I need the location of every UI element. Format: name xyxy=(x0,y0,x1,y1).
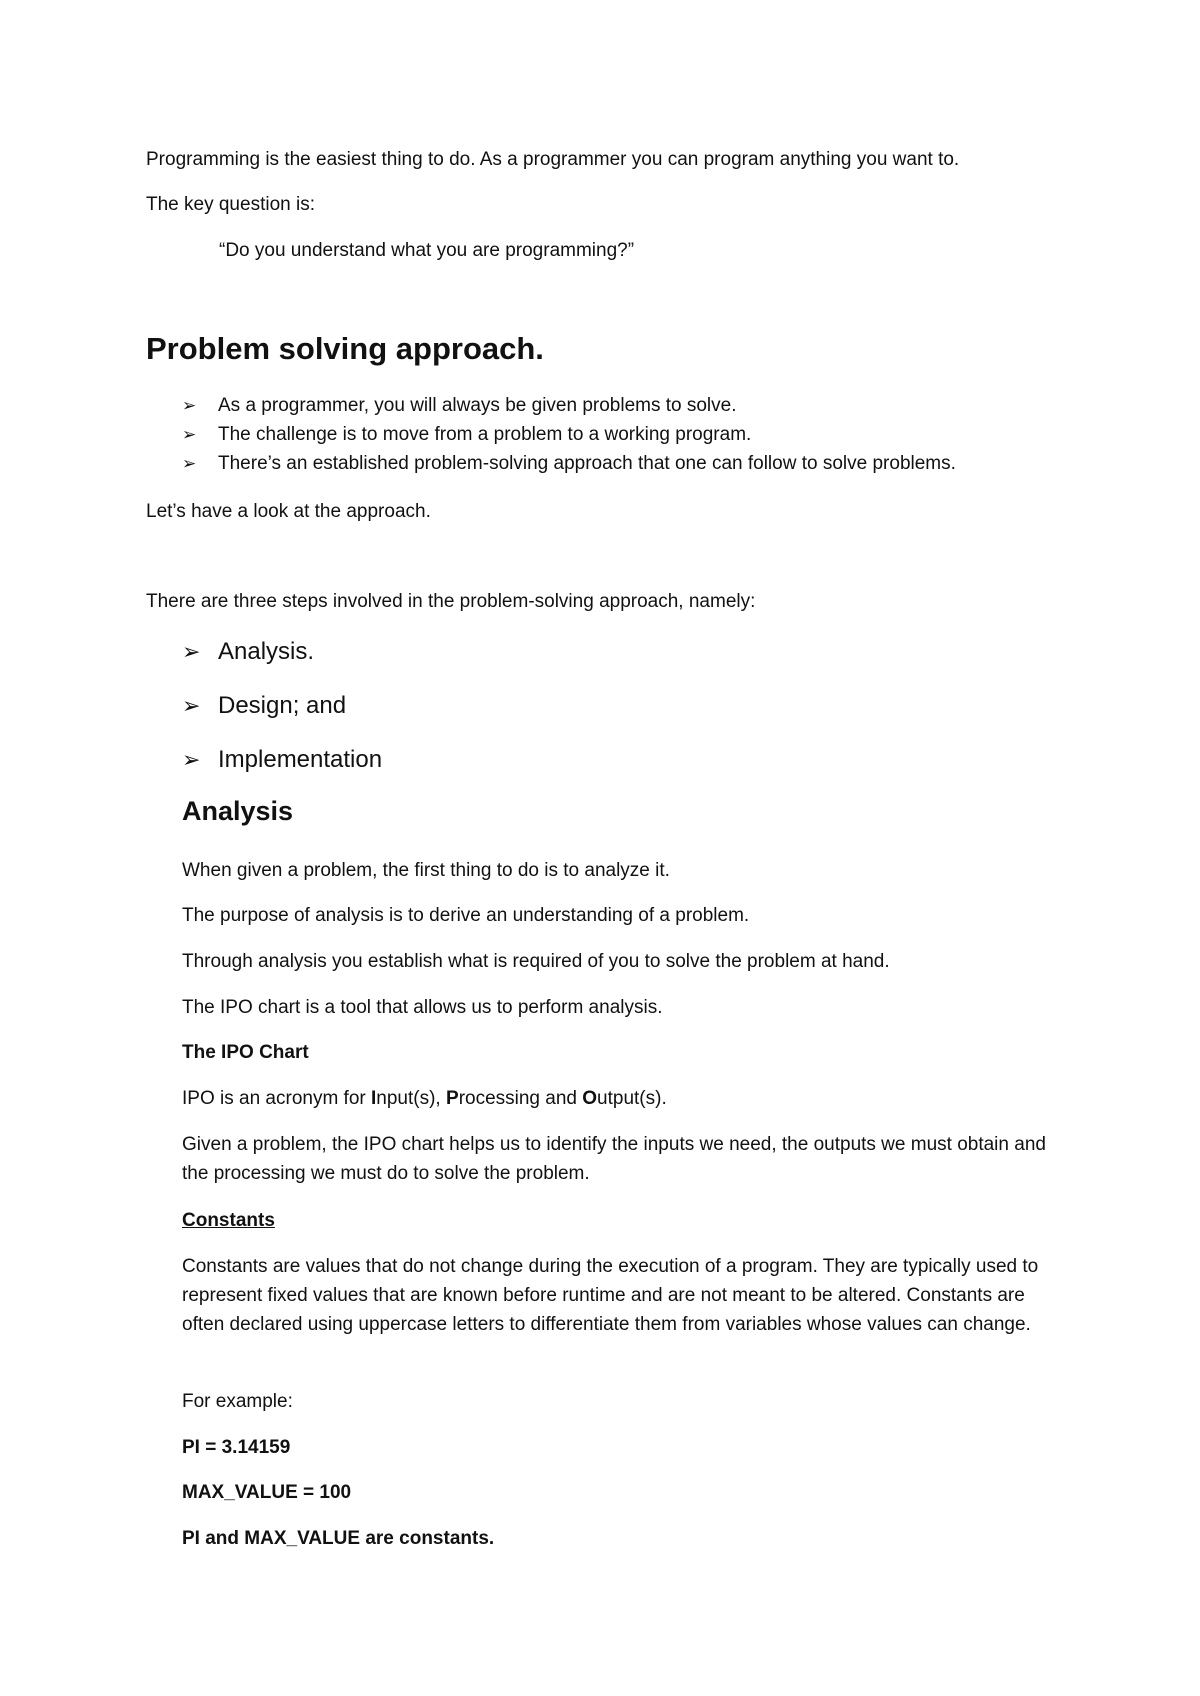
acronym-letter-p: P xyxy=(446,1088,459,1109)
section-title-analysis: Analysis xyxy=(182,796,294,826)
ipo-acronym-line xyxy=(182,1085,667,1113)
arrow-bullet-icon: ➢ xyxy=(182,639,201,664)
example-constant-max-value: MAX_VALUE = 100 xyxy=(182,1482,352,1503)
arrow-bullet-icon: ➢ xyxy=(182,425,197,444)
arrow-bullet-icon: ➢ xyxy=(182,747,201,772)
intro-line-1: Programming is the easiest thing to do. As a programmer you can program anything you want to. xyxy=(146,149,960,170)
acronym-rest-o: utput(s). xyxy=(597,1088,667,1109)
analysis-paragraph-4: The IPO chart is a tool that allows us to perform analysis. xyxy=(182,997,663,1018)
analysis-paragraph-2: The purpose of analysis is to derive an understanding of a problem. xyxy=(182,905,750,926)
arrow-bullet-icon: ➢ xyxy=(182,396,197,415)
step-text: Implementation xyxy=(218,746,383,773)
bullet-item xyxy=(182,392,737,420)
bullet-text: There’s an established problem-solving approach that one can follow to solve problems. xyxy=(218,453,956,474)
constants-conclusion: PI and MAX_VALUE are constants. xyxy=(182,1528,495,1549)
arrow-bullet-icon: ➢ xyxy=(182,693,201,718)
key-question-quote: “Do you understand what you are programming?” xyxy=(219,240,635,261)
bullet-text: As a programmer, you will always be given problems to solve. xyxy=(218,395,737,416)
constants-paragraph: Constants are values that do not change during the execution of a program. They are typically used to represent fixed values that are known before runtime and are not meant to be altered. Constants are often declared using uppercase letters to differentiate them from variables whose values can change. xyxy=(182,1256,1039,1335)
acronym-letter-o: O xyxy=(582,1088,598,1109)
bullet-item xyxy=(182,450,956,478)
acronym-letter-i: I xyxy=(371,1088,377,1109)
example-constant-pi: PI = 3.14159 xyxy=(182,1437,291,1458)
analysis-paragraph-3: Through analysis you establish what is required of you to solve the problem at hand. xyxy=(182,951,890,972)
step-text: Design; and xyxy=(218,692,347,719)
acronym-rest-i: nput(s), xyxy=(376,1088,446,1109)
intro-line-2: The key question is: xyxy=(146,194,315,215)
approach-intro-line: Let’s have a look at the approach. xyxy=(146,501,431,522)
step-text: Analysis. xyxy=(218,638,315,665)
constants-heading: Constants xyxy=(182,1210,275,1231)
steps-intro-line: There are three steps involved in the problem-solving approach, namely: xyxy=(146,591,756,612)
ipo-chart-heading: The IPO Chart xyxy=(182,1042,309,1063)
bullet-text: The challenge is to move from a problem to a working program. xyxy=(218,424,752,445)
example-label: For example: xyxy=(182,1391,293,1412)
ipo-chart-paragraph: Given a problem, the IPO chart helps us to identify the inputs we need, the outputs we must obtain and the processing we must do to solve the problem. xyxy=(182,1134,1046,1184)
acronym-prefix: IPO is an acronym for xyxy=(182,1088,372,1109)
acronym-rest-p: rocessing and xyxy=(458,1088,583,1109)
section-title-problem-solving: Problem solving approach. xyxy=(146,331,544,366)
bullet-item xyxy=(182,421,751,449)
step-item xyxy=(182,690,346,722)
analysis-paragraph-1: When given a problem, the first thing to do is to analyze it. xyxy=(182,860,670,881)
step-item xyxy=(182,744,382,776)
arrow-bullet-icon: ➢ xyxy=(182,454,197,473)
step-item xyxy=(182,636,314,668)
